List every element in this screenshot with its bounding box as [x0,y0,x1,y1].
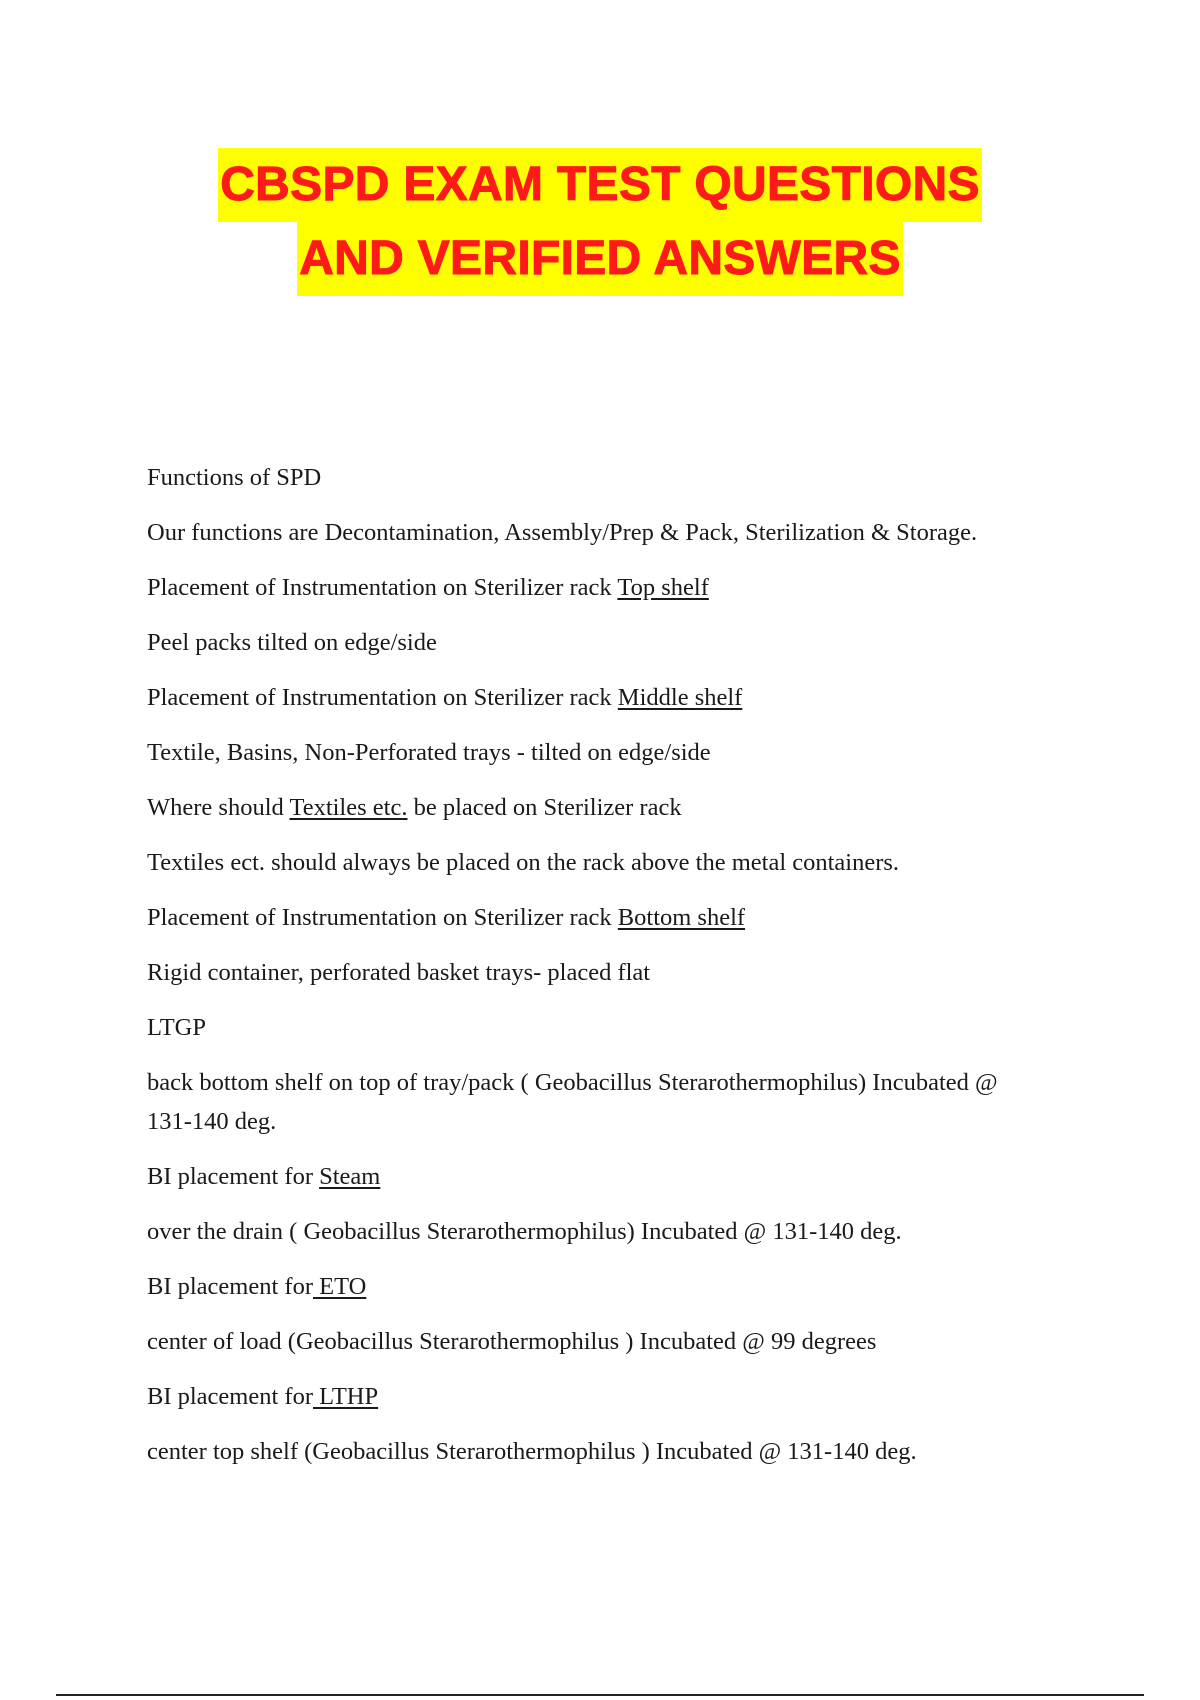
answer-middle-shelf: Textile, Basins, Non-Perforated trays - tilted on edge/side [147,739,711,766]
title-line-1: CBSPD EXAM TEST QUESTIONS [218,148,982,222]
question-middle-shelf: Placement of Instrumentation on Sterilizer rack Middle shelf [147,684,743,711]
question-bi-lthp: BI placement for LTHP [147,1383,379,1410]
question-bottom-shelf: Placement of Instrumentation on Sterilizer rack Bottom shelf [147,904,746,931]
answer-bottom-shelf: Rigid container, perforated basket trays- placed flat [147,959,651,986]
qa-content [147,458,1047,1487]
answer-top-shelf: Peel packs tilted on edge/side [147,629,437,656]
underlined-term: Top shelf [617,574,709,601]
question-top-shelf: Placement of Instrumentation on Sterilizer rack Top shelf [147,574,709,601]
answer-functions-of-spd: Our functions are Decontamination, Assembly/Prep & Pack, Sterilization & Storage. [147,519,978,546]
question-ltgp: LTGP [147,1014,207,1041]
underlined-term: ETO [313,1273,367,1300]
question-textiles: Where should Textiles etc. be placed on Sterilizer rack [147,794,682,821]
answer-bi-lthp: center top shelf (Geobacillus Sterarothermophilus ) Incubated @ 131-140 deg. [147,1438,917,1465]
question-bi-steam: BI placement for Steam [147,1163,381,1190]
answer-textiles: Textiles ect. should always be placed on the rack above the metal containers. [147,849,900,876]
title-line-2: AND VERIFIED ANSWERS [297,222,903,296]
underlined-term: Steam [319,1163,381,1190]
answer-bi-eto: center of load (Geobacillus Sterarothermophilus ) Incubated @ 99 degrees [147,1328,877,1355]
question-functions-of-spd: Functions of SPD [147,464,322,491]
underlined-term: LTHP [313,1383,379,1410]
answer-bi-steam: over the drain ( Geobacillus Sterarothermophilus) Incubated @ 131-140 deg. [147,1218,902,1245]
underlined-term: Bottom shelf [617,904,746,931]
footer-divider [56,1694,1144,1696]
question-bi-eto: BI placement for ETO [147,1273,367,1300]
underlined-term: Middle shelf [617,684,743,711]
document-title [0,148,1200,296]
answer-ltgp: back bottom shelf on top of tray/pack ( Geobacillus Sterarothermophilus) Incubated @ 131-140 deg. [147,1069,998,1135]
underlined-term: Textiles etc. [289,794,408,821]
